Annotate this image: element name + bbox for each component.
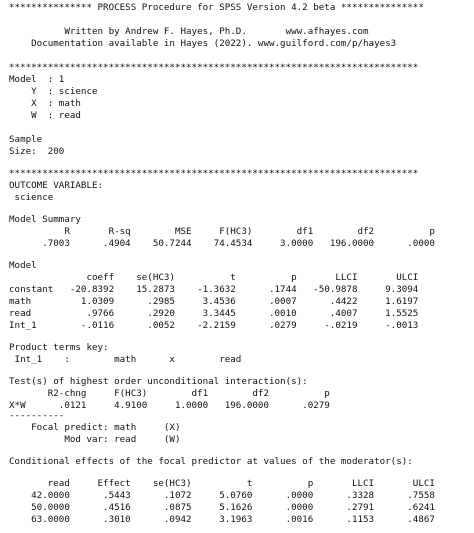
output-line: read Effect se(HC3) t p LLCI ULCI bbox=[9, 478, 435, 489]
output-line: Focal predict: math (X) bbox=[9, 422, 181, 433]
output-line: R2-chng F(HC3) df1 df2 p bbox=[9, 388, 330, 399]
output-line: Product terms key: bbox=[9, 342, 109, 353]
output-line: read .9766 .2920 3.3445 .0010 .4007 1.5525 bbox=[9, 308, 419, 319]
output-line: 42.0000 .5443 .1072 5.0760 .0000 .3328 .7558 bbox=[9, 490, 435, 501]
output-line: Conditional effects of the focal predictor at values of the moderator(s): bbox=[9, 456, 413, 467]
output-line: 50.0000 .4516 .0875 5.1626 .0000 .2791 .6241 bbox=[9, 502, 435, 513]
output-line: ************************************************************************** bbox=[9, 168, 419, 179]
output-line: R R-sq MSE F(HC3) df1 df2 p bbox=[9, 226, 435, 237]
output-line: Int_1 : math x read bbox=[9, 354, 242, 365]
output-line: OUTCOME VARIABLE: bbox=[9, 180, 104, 191]
output-line: Sample bbox=[9, 134, 43, 145]
output-line: Model Summary bbox=[9, 214, 81, 225]
output-line: Y : science bbox=[9, 86, 98, 97]
output-line: Model : 1 bbox=[9, 74, 65, 85]
output-line: Int_1 -.0116 .0052 -2.2159 .0279 -.0219 -.0013 bbox=[9, 320, 419, 331]
output-line: constant -20.8392 15.2873 -1.3632 .1744 -50.9878 9.3094 bbox=[9, 284, 419, 295]
output-line: Written by Andrew F. Hayes, Ph.D. www.afhayes.com bbox=[9, 26, 369, 37]
output-line: Test(s) of highest order unconditional interaction(s): bbox=[9, 376, 308, 387]
output-line: coeff se(HC3) t p LLCI ULCI bbox=[9, 272, 419, 283]
output-line: science bbox=[9, 192, 54, 203]
output-line: Documentation available in Hayes (2022). www.guilford.com/p/hayes3 bbox=[9, 38, 397, 49]
output-line: X*W .0121 4.9100 1.0000 196.0000 .0279 bbox=[9, 400, 330, 411]
output-line: .7003 .4904 50.7244 74.4534 3.0000 196.0000 .0000 bbox=[9, 238, 435, 249]
output-line: math 1.0309 .2985 3.4536 .0007 .4422 1.6197 bbox=[9, 296, 419, 307]
output-line: Mod var: read (W) bbox=[9, 434, 181, 445]
output-line: ************************************************************************** bbox=[9, 62, 419, 73]
output-line: 63.0000 .3010 .0942 3.1963 .0016 .1153 .4867 bbox=[9, 514, 435, 525]
output-line: Size: 200 bbox=[9, 146, 65, 157]
output-line: *************** PROCESS Procedure for SPSS Version 4.2 beta *************** bbox=[9, 2, 424, 13]
output-line: ---------- bbox=[9, 410, 65, 421]
output-line: W : read bbox=[9, 110, 81, 121]
output-line: X : math bbox=[9, 98, 81, 109]
output-line: Model bbox=[9, 260, 37, 271]
